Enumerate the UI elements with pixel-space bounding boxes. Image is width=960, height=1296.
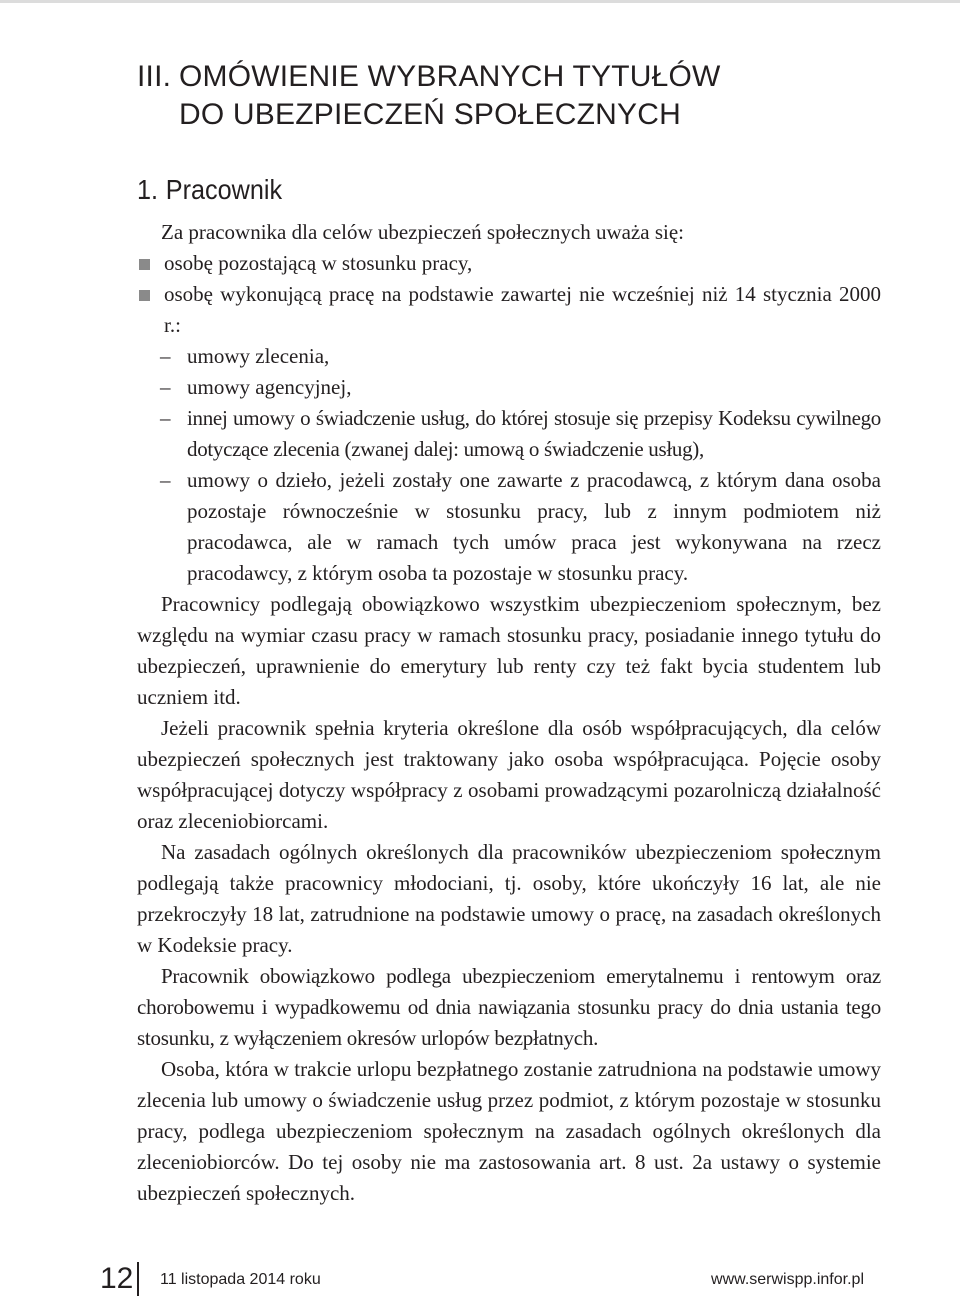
paragraph: Jeżeli pracownik spełnia kryteria określone dla osób współpracujących, dla celów ubezpieczeń społecznych jest traktowany jako osoba współpracująca. Pojęcie osoby współpracującej dotyczy współpracy z osobami prowadzącymi pozarolniczą działalność oraz zleceniobiorcami.: [137, 716, 881, 833]
section-title: Pracownik: [165, 174, 283, 205]
page-top-border: [0, 0, 960, 3]
dash-item: – innej umowy o świadczenie usług, do której stosuje się przepisy Kodeksu cywilnego dotyczące zlecenia (zwanej dalej: umową o świadczenie usług),: [160, 403, 881, 465]
dash-bullet-icon: –: [160, 406, 171, 430]
bullet-list: [137, 248, 881, 341]
section-heading: [137, 172, 282, 208]
dash-bullet-icon: –: [160, 468, 171, 492]
paragraph: Pracownicy podlegają obowiązkowo wszystkim ubezpieczeniom społecznym, bez względu na wymiar czasu pracy w ramach stosunku pracy, posiadanie innego tytułu do ubezpieczeń, uprawnienie do emerytury lub renty czy też fakt bycia studentem lub uczniem itd.: [137, 592, 881, 709]
bullet-item: osobę pozostającą w stosunku pracy,: [137, 248, 881, 279]
chapter-heading: [137, 58, 721, 134]
paragraph: Na zasadach ogólnych określonych dla pracowników ubezpieczeniom społecznym podlegają także pracownicy młodociani, tj. osoby, które ukończyły 16 lat, ale nie przekroczyły 18 lat, zatrudnione na podstawie umowy o pracę, na zasadach określonych w Kodeksie pracy.: [137, 840, 881, 957]
footer-divider: [137, 1262, 139, 1296]
bullet-item: osobę wykonującą pracę na podstawie zawartej nie wcześniej niż 14 stycznia 2000 r.:: [137, 279, 881, 341]
dash-bullet-icon: –: [160, 344, 171, 368]
chapter-number: III.: [137, 60, 172, 93]
section-number: 1.: [137, 174, 159, 205]
website-url[interactable]: www.serwispp.infor.pl: [711, 1271, 864, 1288]
dash-list: [137, 341, 881, 589]
chapter-title-line-1: OMÓWIENIE WYBRANYCH TYTUŁÓW: [179, 60, 721, 93]
dash-item: – umowy o dzieło, jeżeli zostały one zawarte z pracodawcą, z którym dana osoba pozostaje równocześnie w stosunku pracy, lub z innym podmiotem niż pracodawca, ale w ramach tych umów praca jest wykonywana na rzecz pracodawcy, z którym osoba ta pozostaje w stosunku pracy.: [160, 465, 881, 589]
page-number: 12: [100, 1262, 134, 1295]
chapter-title-line-2: DO UBEZPIECZEŃ SPOŁECZNYCH: [179, 98, 681, 131]
paragraph: Osoba, która w trakcie urlopu bezpłatnego zostanie zatrudniona na podstawie umowy zlecenia lub umowy o świadczenie usług przez podmiot, z którym pozostaje w stosunku pracy, podlega ubezpieczeniom społecznym na zasadach ogólnych określonych dla zleceniobiorców. Do tej osoby nie ma zastosowania art. 8 ust. 2a ustawy o systemie ubezpieczeń społecznych.: [137, 1057, 881, 1205]
dash-item: – umowy zlecenia,: [160, 341, 881, 372]
intro-paragraph: Za pracownika dla celów ubezpieczeń społecznych uważa się:: [161, 220, 684, 244]
square-bullet-icon: [139, 259, 150, 270]
issue-date: 11 listopada 2014 roku: [160, 1271, 321, 1288]
square-bullet-icon: [139, 290, 150, 301]
dash-bullet-icon: –: [160, 375, 171, 399]
paragraph: Pracownik obowiązkowo podlega ubezpieczeniom emerytalnemu i rentowym oraz chorobowemu i wypadkowemu od dnia nawiązania stosunku pracy do dnia ustania tego stosunku, z wyłączeniem okresów urlopów bezpłatnych.: [137, 964, 881, 1050]
article-body: [137, 217, 881, 1209]
dash-item: – umowy agencyjnej,: [160, 372, 881, 403]
